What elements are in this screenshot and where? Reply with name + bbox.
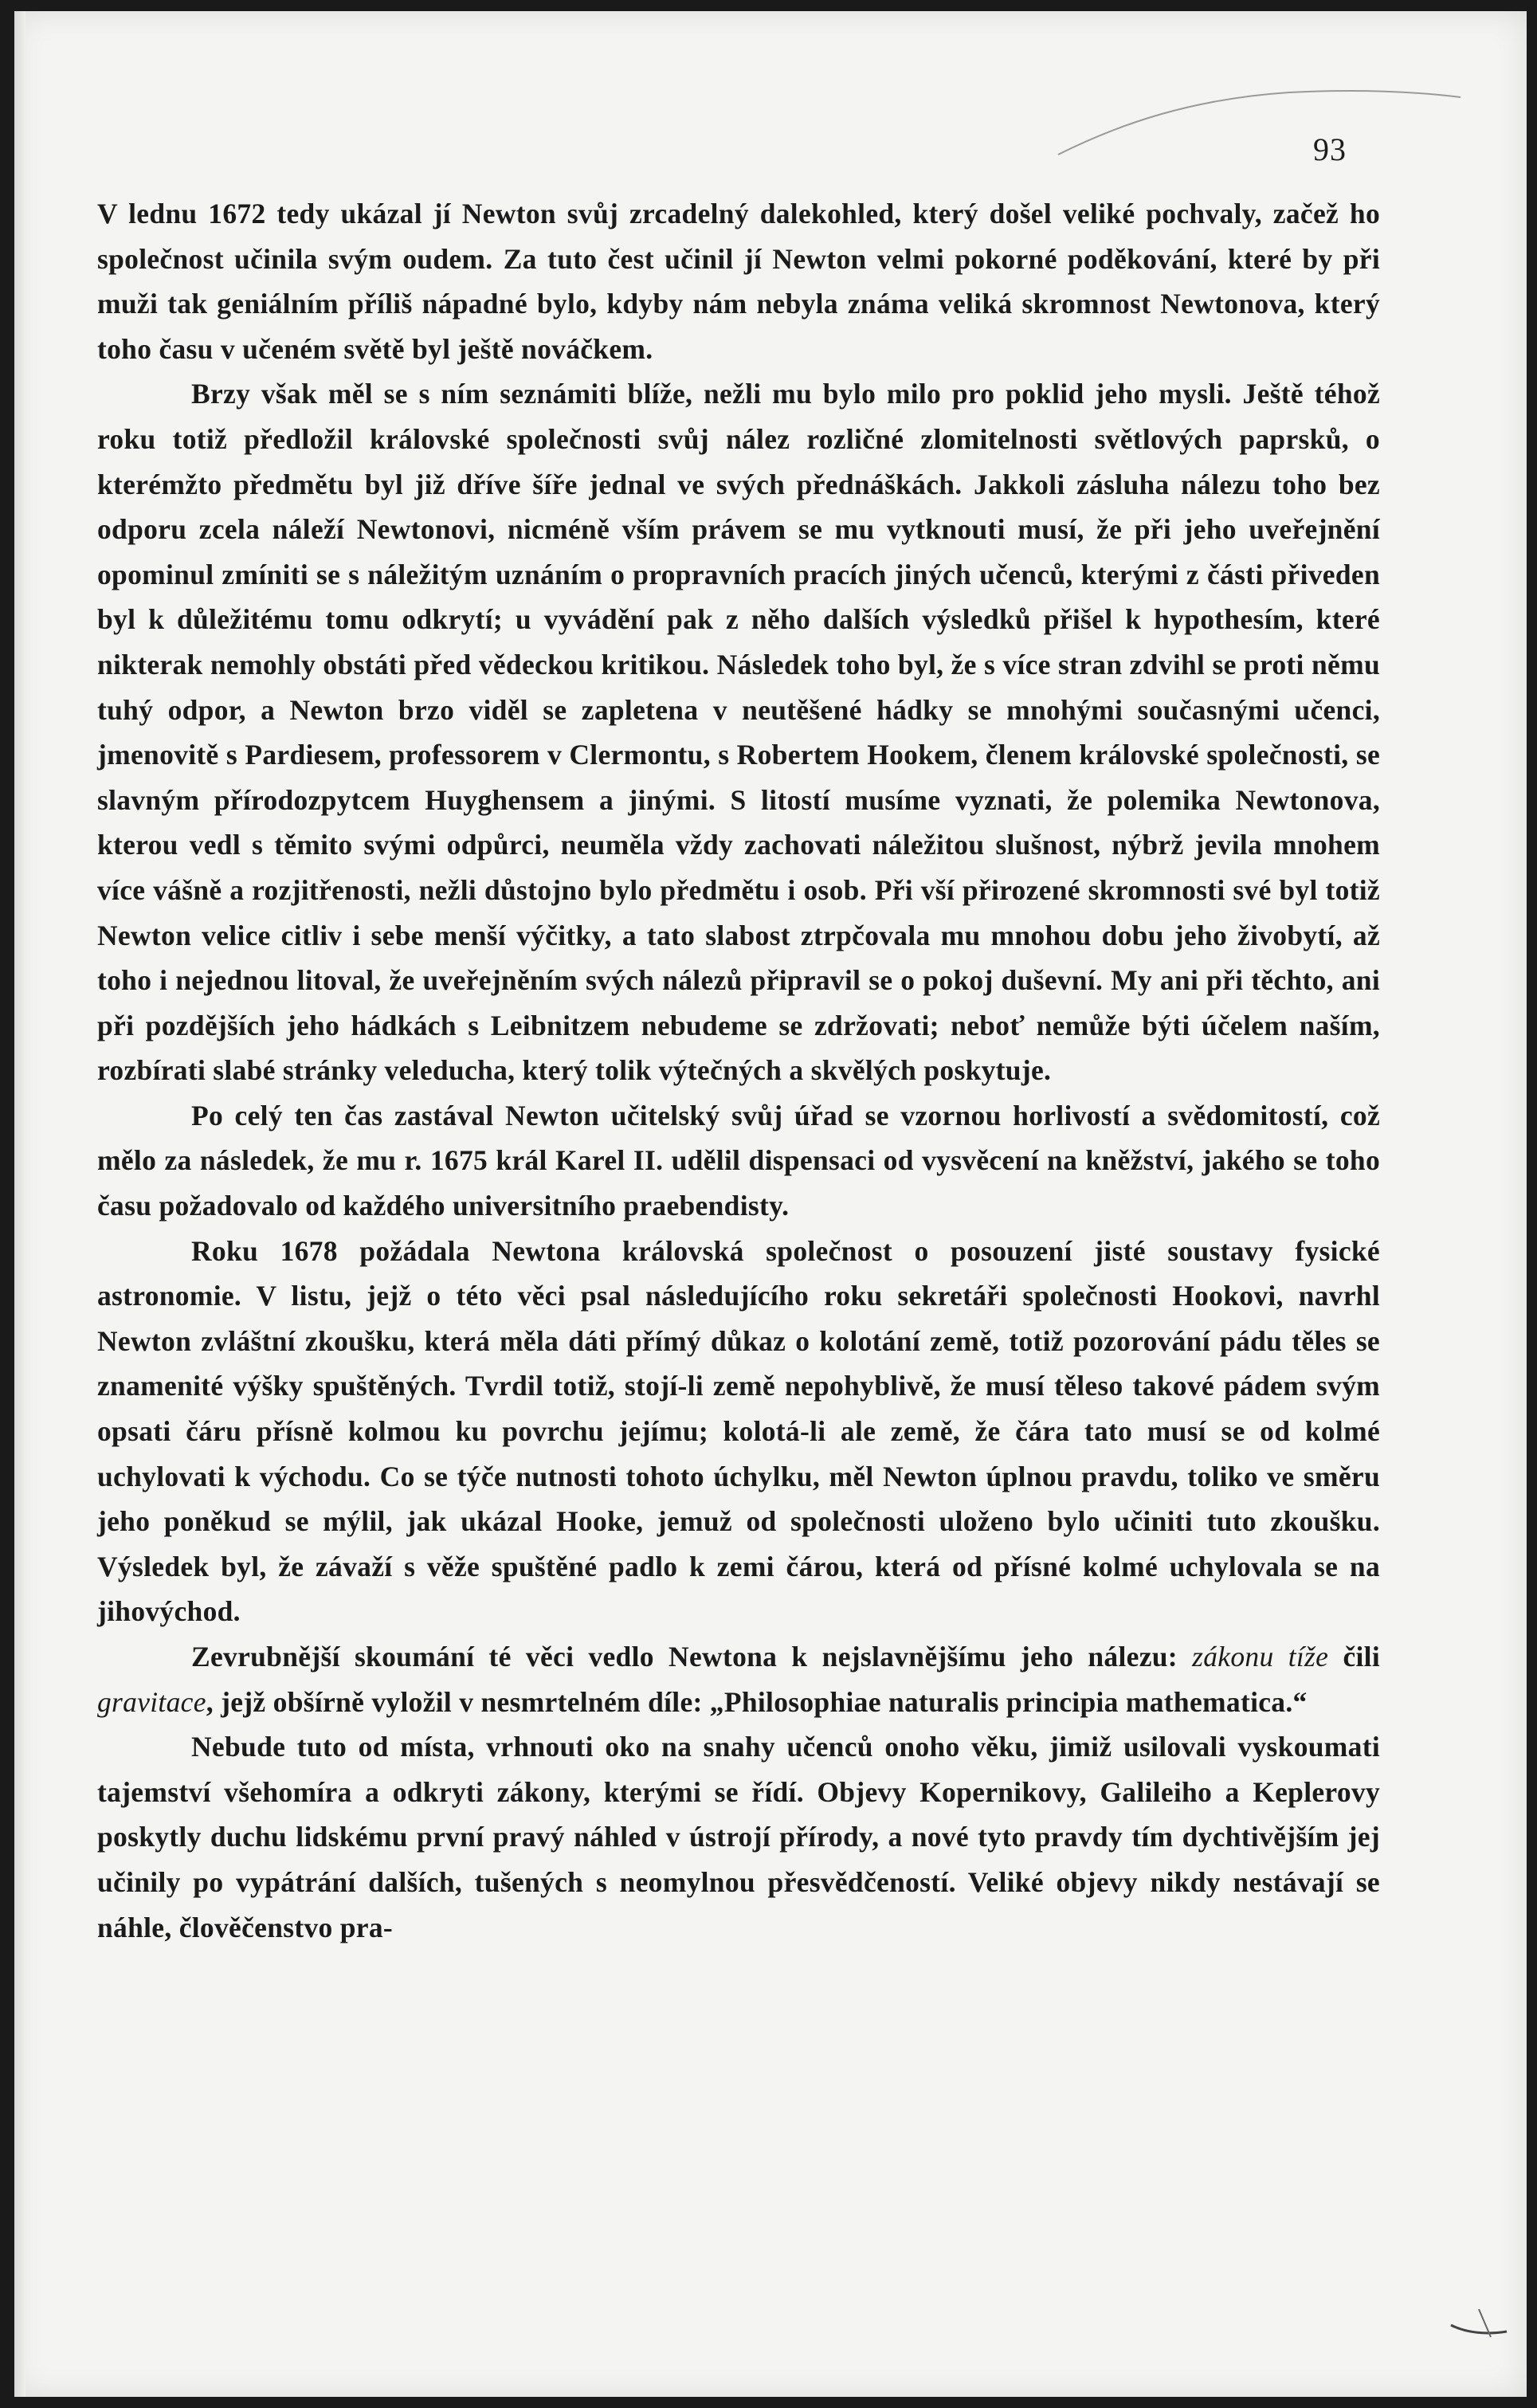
paragraph-5 xyxy=(97,1634,1380,1724)
term-zakonu-tize: zákonu tíže xyxy=(1192,1641,1329,1673)
paragraph-1: V lednu 1672 tedy ukázal jí Newton svůj zrcadelný dalekohled, který došel veliké pochvaly, začež ho společnost učinila svým oudem. Za tuto čest učinil jí Newton velmi pokorné poděkování, které by při muži tak geniálním příliš nápadné bylo, kdyby nám nebyla známa veliká skromnost Newtonova, který toho času v učeném světě byl ještě nováčkem. xyxy=(97,198,1380,365)
body-text xyxy=(97,191,1380,1950)
book-page xyxy=(14,11,1527,2397)
paragraph-5-before: Zevrubnější skoumání té věci vedlo Newtona k nejslavnějšímu jeho nálezu: xyxy=(191,1641,1193,1673)
paragraph-2: Brzy však měl se s ním seznámiti blíže, nežli mu bylo milo pro poklid jeho mysli. Ještě téhož roku totiž předložil královské společnosti svůj nález rozličné zlomitelnosti světlových paprsků, o kterémžto předmětu byl již dříve šíře jednal ve svých přednáškách. Jakkoli zásluha nálezu toho bez odporu zcela náleží Newtonovi, nicméně vším právem se mu vytknouti musí, že při jeho uveřejnění opominul zmíniti se s náležitým uznáním o propravních pracích jiných učenců, kterými z části přiveden byl k důležitému tomu odkrytí; u vyvádění pak z něho dalších výsledků přišel k hypothesím, které nikterak nemohly obstáti před vědeckou kritikou. Následek toho byl, že s více stran zdvihl se proti němu tuhý odpor, a Newton brzo viděl se zapletena v neutěšené hádky se mnohými současnými učenci, jmenovitě s Pardiesem, professorem v Clermontu, s Robertem Hookem, členem královské společnosti, se slavným přírodozpytcem Huyghensem a jinými. S litostí musíme vyznati, že polemika Newtonova, kterou vedl s těmito svými odpůrci, neuměla vždy zachovati náležitou slušnost, nýbrž jevila mnohem více vášně a rozjitřenosti, nežli důstojno bylo předmětu i osob. Při vší přirozené skromnosti své byl totiž Newton velice citliv i sebe menší výčitky, a tato slabost ztrpčovala mu mnohou dobu jeho živobytí, až toho i nejednou litoval, že uveřejněním svých nálezů připravil se o pokoj duševní. My ani při těchto, ani při pozdějších jeho hádkách s Leibnitzem nebudeme se zdržovati; neboť nemůže býti účelem naším, rozbírati slabé stránky veleducha, který tolik výtečných a skvělých poskytuje. xyxy=(97,378,1380,1087)
paragraph-6: Nebude tuto od místa, vrhnouti oko na snahy učenců onoho věku, jimiž usilovali vyskoumati tajemství všehomíra a odkryti zákony, kterými se řídí. Objevy Kopernikovy, Galileiho a Keplerovy poskytly duchu lidskému první pravý náhled v ústrojí přírody, a nové tyto pravdy tím dychtivějším jej učinily po vypátrání dalších, tušených s neomylnou přesvědčeností. Veliké objevy nikdy nestávají se náhle, člověčenstvo pra- xyxy=(97,1731,1380,1943)
paragraph-5-middle: čili xyxy=(1328,1641,1380,1673)
paragraph-3: Po celý ten čas zastával Newton učitelský svůj úřad se vzornou horlivostí a svědomitostí, což mělo za následek, že mu r. 1675 král Karel II. udělil dispensaci od vysvěcení na kněžství, jakého se toho času požadovalo od každého universitního praebendisty. xyxy=(97,1099,1380,1222)
page-binding-edge xyxy=(14,11,25,2397)
paragraph-4: Roku 1678 požádala Newtona královská společnost o posouzení jisté soustavy fysické astronomie. V listu, jejž o této věci psal následujícího roku sekretáři společnosti Hookovi, navrhl Newton zvláštní zkoušku, která měla dáti přímý důkaz o kolotání země, totiž pozorování pádu těles se znamenité výšky spuštěných. Tvrdil totiž, stojí-li země nepohyblivě, že musí těleso takové pádem svým opsati čáru přísně kolmou ku povrchu jejímu; kolotá-li ale země, že čára tato musí se od kolmé uchylovati k východu. Co se týče nutnosti tohoto úchylku, měl Newton úplnou pravdu, toliko ve směru jeho poněkud se mýlil, jak ukázal Hooke, jemuž od společnosti uloženo bylo učiniti tuto zkoušku. Výsledek byl, že závaží s věže spuštěné padlo k zemi čárou, která od přísné kolmé uchylovala se na jihovýchod. xyxy=(97,1234,1380,1628)
term-gravitace: gravitace xyxy=(97,1685,206,1718)
paragraph-5-after: , jejž obšírně vyložil v nesmrtelném díle: „Philosophiae naturalis principia mathematica.“ xyxy=(206,1685,1308,1718)
page-number: 93 xyxy=(1313,131,1347,167)
pencil-stroke-mark xyxy=(1050,75,1464,163)
corner-ink-mark xyxy=(1447,2301,1511,2349)
